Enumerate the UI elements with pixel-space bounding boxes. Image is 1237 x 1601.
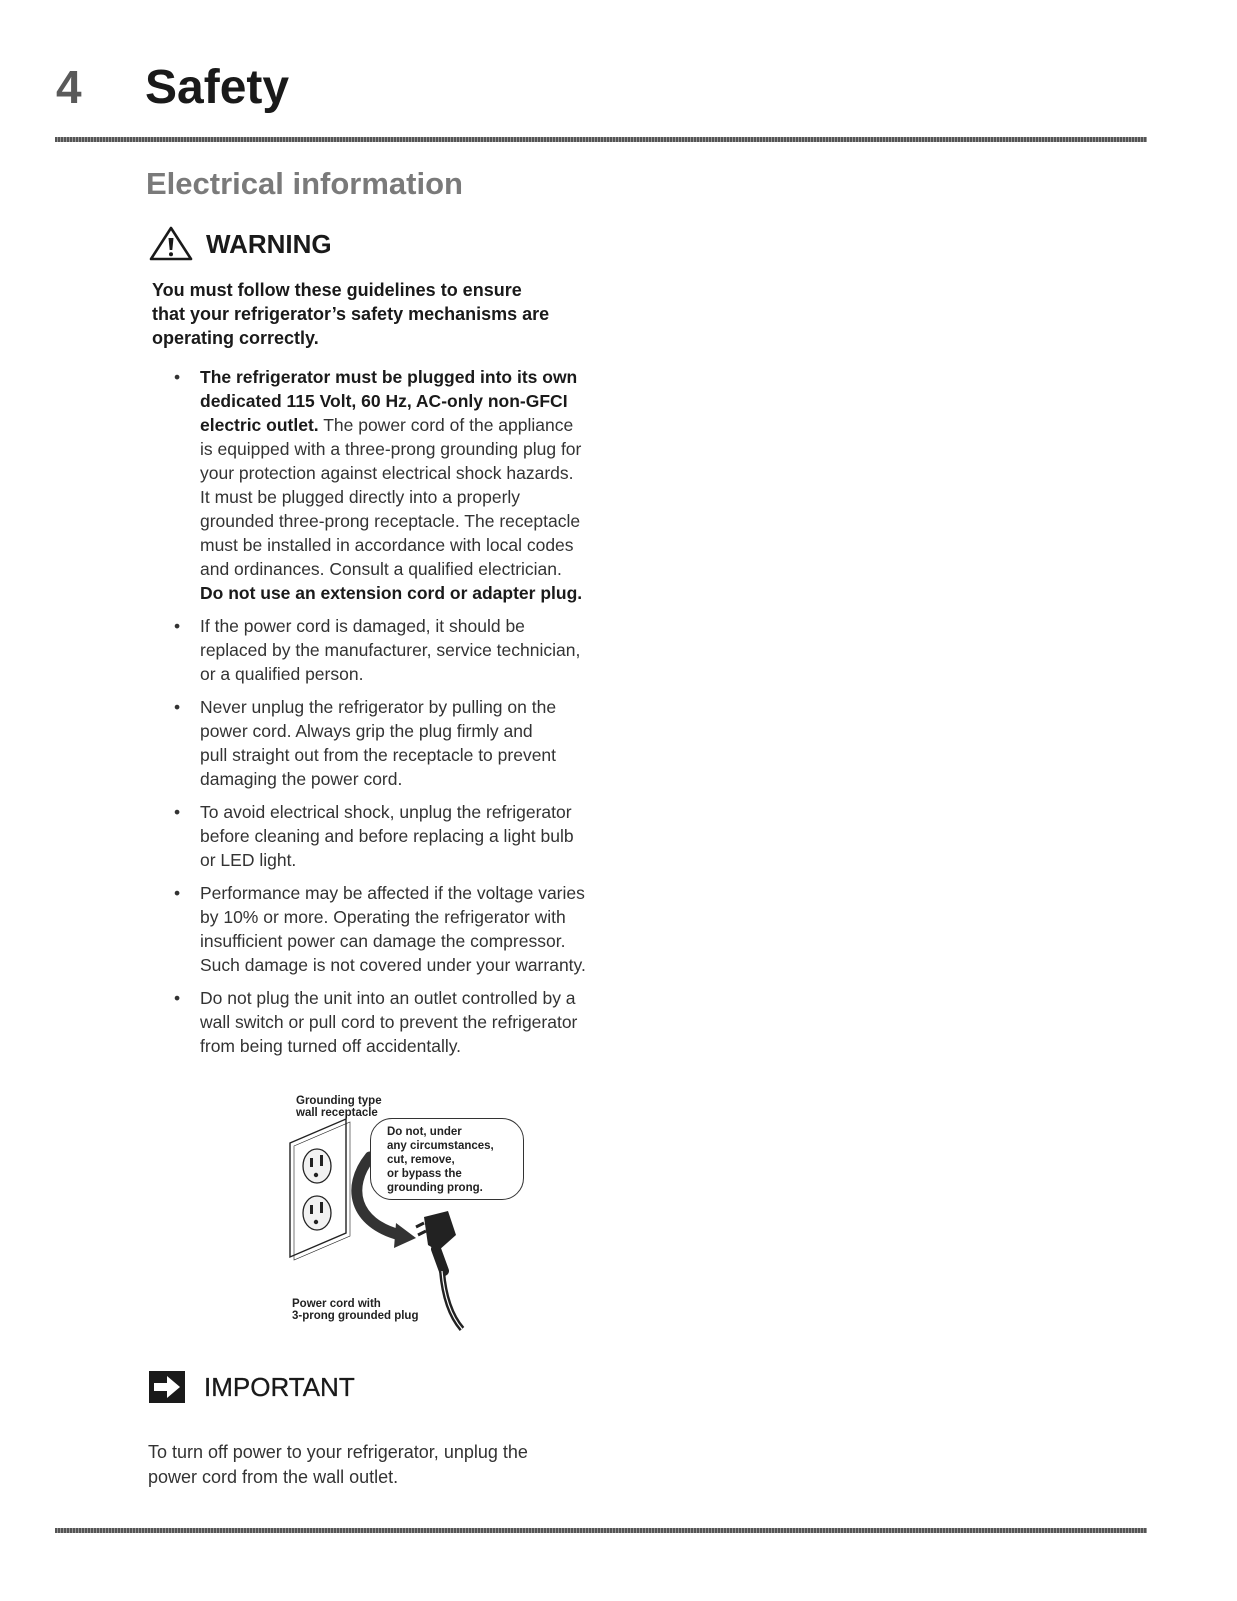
text-line: your protection against electrical shock hazards. <box>200 463 574 483</box>
important-label: IMPORTANT <box>204 1371 355 1402</box>
text-line: dedicated 115 Volt, 60 Hz, AC-only non-GFCI <box>200 391 568 411</box>
safety-guidelines-list <box>172 365 652 1067</box>
warning-label: WARNING <box>206 228 332 259</box>
text-line: • Do not plug the unit into an outlet controlled by a <box>200 988 576 1008</box>
callout-line: grounding prong. <box>387 1182 483 1194</box>
intro-line: You must follow these guidelines to ensure <box>152 280 522 300</box>
guideline-wall-switch <box>172 986 652 1058</box>
chapter-number: 4 <box>56 61 82 113</box>
callout-line: cut, remove, <box>387 1154 455 1166</box>
text-line: • To avoid electrical shock, unplug the refrigerator <box>200 802 572 822</box>
callout-line: Do not, under <box>387 1126 462 1138</box>
text-line: by 10% or more. Operating the refrigerator with <box>200 907 566 927</box>
text-line: or LED light. <box>200 850 297 870</box>
warning-triangle-icon <box>148 226 194 262</box>
footer-divider <box>55 1528 1147 1533</box>
grounding-prong-callout <box>370 1118 524 1200</box>
important-text <box>148 1440 608 1490</box>
arrow-right-box-icon <box>148 1370 186 1404</box>
callout-line: any circumstances, <box>387 1140 494 1152</box>
text-line: must be installed in accordance with local codes <box>200 535 574 555</box>
text-line: • Never unplug the refrigerator by pulling on the <box>200 697 557 717</box>
caption-line: 3-prong grounded plug <box>292 1310 419 1322</box>
text-line: and ordinances. Consult a qualified electrician. <box>200 559 562 579</box>
important-heading <box>148 1370 355 1404</box>
text-line: • The refrigerator must be plugged into its own <box>200 367 578 387</box>
warning-heading <box>148 226 332 262</box>
text-line: or a qualified person. <box>200 664 364 684</box>
caption-line: Power cord with <box>292 1298 381 1310</box>
text-line: replaced by the manufacturer, service technician, <box>200 640 581 660</box>
guideline-dedicated-outlet <box>172 365 652 605</box>
text-line: Such damage is not covered under your warranty. <box>200 955 586 975</box>
text-line: To turn off power to your refrigerator, unplug the <box>148 1442 528 1462</box>
text-line: Do not use an extension cord or adapter plug. <box>200 583 583 603</box>
text-line: before cleaning and before replacing a light bulb <box>200 826 574 846</box>
caption-line: wall receptacle <box>296 1107 378 1119</box>
receptacle-caption <box>296 1095 382 1119</box>
text-line: It must be plugged directly into a properly <box>200 487 521 507</box>
text-line: from being turned off accidentally. <box>200 1036 462 1056</box>
text-line <box>200 413 652 437</box>
callout-line: or bypass the <box>387 1168 462 1180</box>
text-line: power cord. Always grip the plug firmly and <box>200 721 533 741</box>
text-line: wall switch or pull cord to prevent the refrigerator <box>200 1012 578 1032</box>
text-line: • Performance may be affected if the voltage varies <box>200 883 585 903</box>
grounding-plug-illustration <box>288 1095 548 1345</box>
section-title: Electrical information <box>146 166 463 201</box>
guideline-unplugging <box>172 695 652 791</box>
text-line: damaging the power cord. <box>200 769 403 789</box>
text-regular: The power cord of the appliance <box>318 415 574 435</box>
guideline-voltage <box>172 881 652 977</box>
guideline-damaged-cord <box>172 614 652 686</box>
plug-caption <box>292 1298 418 1322</box>
warning-intro <box>152 278 622 350</box>
callout-text <box>387 1125 494 1195</box>
text-line: • If the power cord is damaged, it should be <box>200 616 525 636</box>
text-bold: electric outlet. <box>200 415 319 435</box>
text-line: grounded three-prong receptacle. The receptacle <box>200 511 581 531</box>
text-line: pull straight out from the receptacle to prevent <box>200 745 557 765</box>
text-line: insufficient power can damage the compressor. <box>200 931 566 951</box>
intro-line: that your refrigerator’s safety mechanisms are <box>152 304 550 324</box>
text-line: is equipped with a three-prong grounding plug for <box>200 439 582 459</box>
intro-line: operating correctly. <box>152 328 319 348</box>
header-divider <box>55 137 1147 142</box>
text-line: power cord from the wall outlet. <box>148 1467 399 1487</box>
caption-line: Grounding type <box>296 1095 382 1107</box>
chapter-title: Safety <box>145 61 290 114</box>
guideline-shock <box>172 800 652 872</box>
